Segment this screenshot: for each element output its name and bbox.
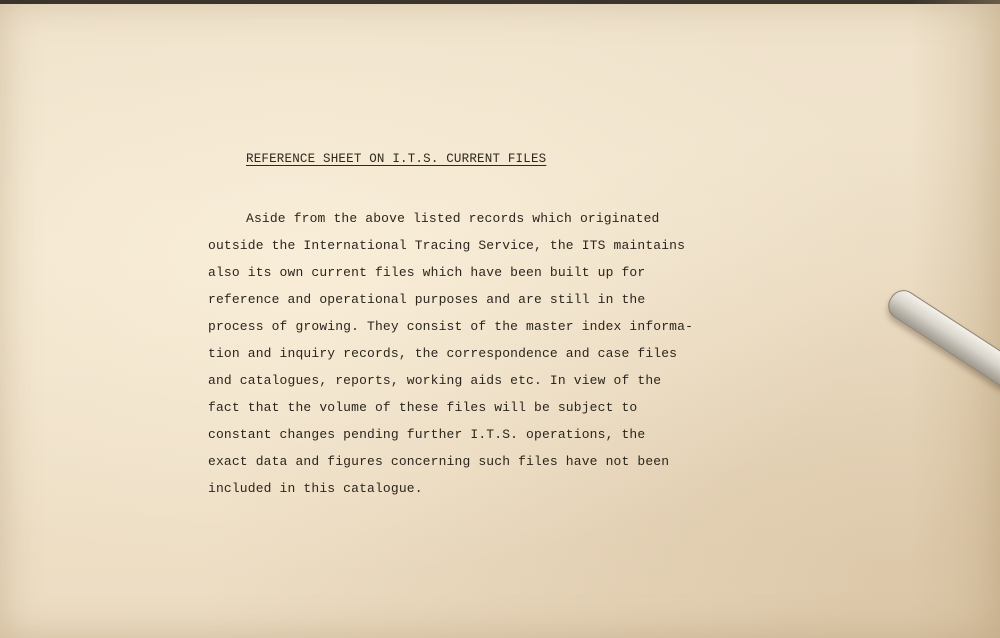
body-line: outside the International Tracing Service, the ITS maintains xyxy=(208,238,686,253)
body-line: Aside from the above listed records which originated xyxy=(246,211,660,226)
document-title: REFERENCE SHEET ON I.T.S. CURRENT FILES xyxy=(246,152,547,166)
body-line: included in this catalogue. xyxy=(208,481,423,496)
body-line: and catalogues, reports, working aids etc. In view of the xyxy=(208,373,662,388)
document-body xyxy=(208,209,728,506)
body-line: constant changes pending further I.T.S. operations, the xyxy=(208,427,646,442)
body-line: also its own current files which have been built up for xyxy=(208,265,646,280)
body-line: exact data and figures concerning such files have not been xyxy=(208,454,670,469)
page-top-edge xyxy=(0,0,1000,4)
body-line: tion and inquiry records, the correspondence and case files xyxy=(208,346,678,361)
body-line: fact that the volume of these files will be subject to xyxy=(208,400,638,415)
body-line: process of growing. They consist of the master index informa- xyxy=(208,319,694,334)
body-line: reference and operational purposes and are still in the xyxy=(208,292,646,307)
